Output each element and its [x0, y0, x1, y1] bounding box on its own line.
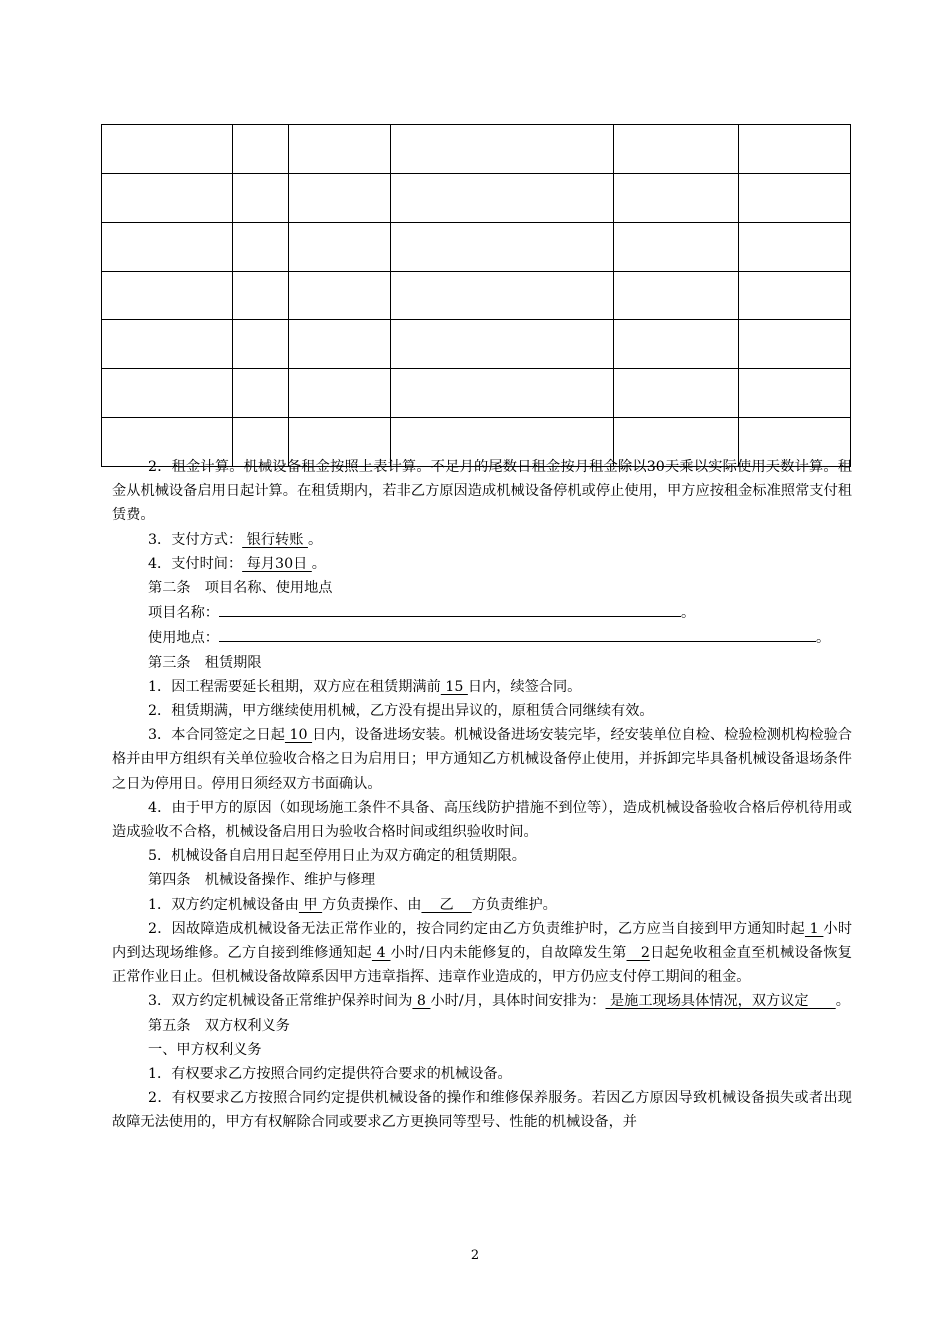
table-cell: [739, 271, 851, 320]
installation-days-value: 10: [284, 727, 313, 744]
fault-repair-clause: 2．因故障造成机械设备无法正常作业的，按合同约定由乙方负责维护时，乙方应当自接到甲方通知时起 1 小时内到达现场维修。乙方自接到维修通知起 4 小时/日内未能修复的，自故障发生第 2日起免收租金直至机械设备恢复正常作业日止。但机械设备故障系因甲方违章指挥、违章作业造成的，甲方仍应支付停工期间的租金。: [112, 920, 853, 986]
table-cell: [233, 320, 289, 369]
lease-continuation-clause: 2．租赁期满，甲方继续使用机械，乙方没有提出异议的，原租赁合同继续有效。: [148, 703, 654, 720]
repair-hours-value: 4: [371, 945, 391, 962]
table-cell: [233, 222, 289, 271]
table-cell: [739, 369, 851, 418]
table-cell: [614, 271, 739, 320]
installation-clause: 3．本合同签定之日起 10 日内，设备进场安装。机械设备进场安装完毕，经安装单位自检、检验检测机构检验合格并由甲方组织有关单位验收合格之日为启用日；甲方通知乙方机械设备停止使用，并拆卸完毕具备机械设备退场条件之日为停用日。停用日须经双方书面确认。: [112, 727, 852, 792]
table-cell: [391, 222, 614, 271]
payment-method-clause: 3．支付方式： 银行转账 。: [148, 531, 323, 548]
table-cell: [739, 222, 851, 271]
renewal-days-value: 15: [440, 678, 468, 695]
party-a-delay-clause: 4．由于甲方的原因（如现场施工条件不具备、高压线防护措施不到位等），造成机械设备验收合格后停机待用或造成验收不合格，机械设备启用日为验收合格时间或组织验收时间。: [112, 799, 852, 841]
article-2-title: 第二条 项目名称、使用地点: [148, 580, 333, 597]
table-cell: [102, 369, 233, 418]
table-row: [102, 173, 851, 222]
rent-free-day-value: 2: [626, 945, 650, 962]
table-cell: [102, 271, 233, 320]
table-cell: [739, 173, 851, 222]
renewal-clause: 1．因工程需要延长租期，双方应在租赁期满前 15 日内，续签合同。: [148, 678, 582, 695]
contract-body: [112, 455, 852, 1135]
table-cell: [614, 222, 739, 271]
table-cell: [739, 125, 851, 174]
maintenance-schedule-value: 是施工现场具体情况，双方议定: [605, 993, 836, 1010]
party-a-rights-heading: 一、甲方权利义务: [148, 1041, 262, 1058]
table-cell: [739, 320, 851, 369]
arrival-hours-value: 1: [804, 920, 824, 937]
party-a-right-2: 2．有权要求乙方按照合同约定提供机械设备的操作和维修保养服务。若因乙方原因导致机械设备损失或者出现故障无法使用的，甲方有权解除合同或要求乙方更换同等型号、性能的机械设备，并: [112, 1090, 852, 1131]
rental-rate-table: [101, 124, 851, 467]
project-name-line: 项目名称： 。: [112, 600, 852, 625]
table-cell: [102, 125, 233, 174]
article-4-title: 第四条 机械设备操作、维护与修理: [148, 872, 376, 889]
table-cell: [289, 271, 391, 320]
table-cell: [102, 320, 233, 369]
lease-term-clause: 5．机械设备自启用日起至停用日止为双方确定的租赁期限。: [148, 848, 526, 865]
table-cell: [391, 271, 614, 320]
location-blank: [219, 625, 816, 642]
table-cell: [391, 173, 614, 222]
table-cell: [614, 320, 739, 369]
location-line: 使用地点： 。: [112, 625, 852, 650]
table-cell: [391, 320, 614, 369]
maintainer-party-value: 乙: [421, 896, 472, 913]
table-cell: [102, 222, 233, 271]
party-a-right-1: 1．有权要求乙方按照合同约定提供符合要求的机械设备。: [148, 1066, 512, 1083]
article-5-title: 第五条 双方权利义务: [148, 1017, 290, 1034]
maintenance-time-clause: 3．双方约定机械设备正常维护保养时间为 8 小时/月，具体时间安排为： 是施工现场具体情况，双方议定 。: [148, 993, 850, 1010]
table-cell: [102, 173, 233, 222]
operation-maintenance-clause: 1．双方约定机械设备由 甲 方负责操作、由 乙 方负责维护。: [148, 896, 557, 913]
payment-method-value: 银行转账: [242, 531, 308, 548]
table-row: [102, 369, 851, 418]
table-cell: [614, 173, 739, 222]
table-cell: [289, 173, 391, 222]
table-cell: [233, 271, 289, 320]
operator-party-value: 甲: [298, 896, 323, 913]
payment-time-clause: 4．支付时间： 每月30日 。: [148, 555, 326, 572]
rent-calculation-clause: 2．租金计算。机械设备租金按照上表计算。不足月的尾数日租金按月租金除以30天乘以实际使用天数计算。租金从机械设备启用日起计算。在租赁期内，若非乙方原因造成机械设备停机或停止使用，甲方应按租金标准照常支付租赁费。: [112, 459, 852, 524]
page-number: 2: [470, 1248, 480, 1263]
table-cell: [614, 369, 739, 418]
table-cell: [289, 222, 391, 271]
table-row: [102, 271, 851, 320]
table-cell: [289, 320, 391, 369]
table-cell: [233, 369, 289, 418]
table-cell: [391, 369, 614, 418]
table-cell: [233, 125, 289, 174]
table-cell: [614, 125, 739, 174]
table-cell: [289, 125, 391, 174]
maintenance-hours-value: 8: [412, 993, 431, 1010]
payment-time-value: 每月30日: [242, 555, 312, 572]
table-row: [102, 125, 851, 174]
table-cell: [289, 369, 391, 418]
table-row: [102, 320, 851, 369]
project-name-blank: [219, 600, 681, 617]
table-cell: [391, 125, 614, 174]
table-row: [102, 222, 851, 271]
table-cell: [233, 173, 289, 222]
article-3-title: 第三条 租赁期限: [148, 654, 262, 671]
